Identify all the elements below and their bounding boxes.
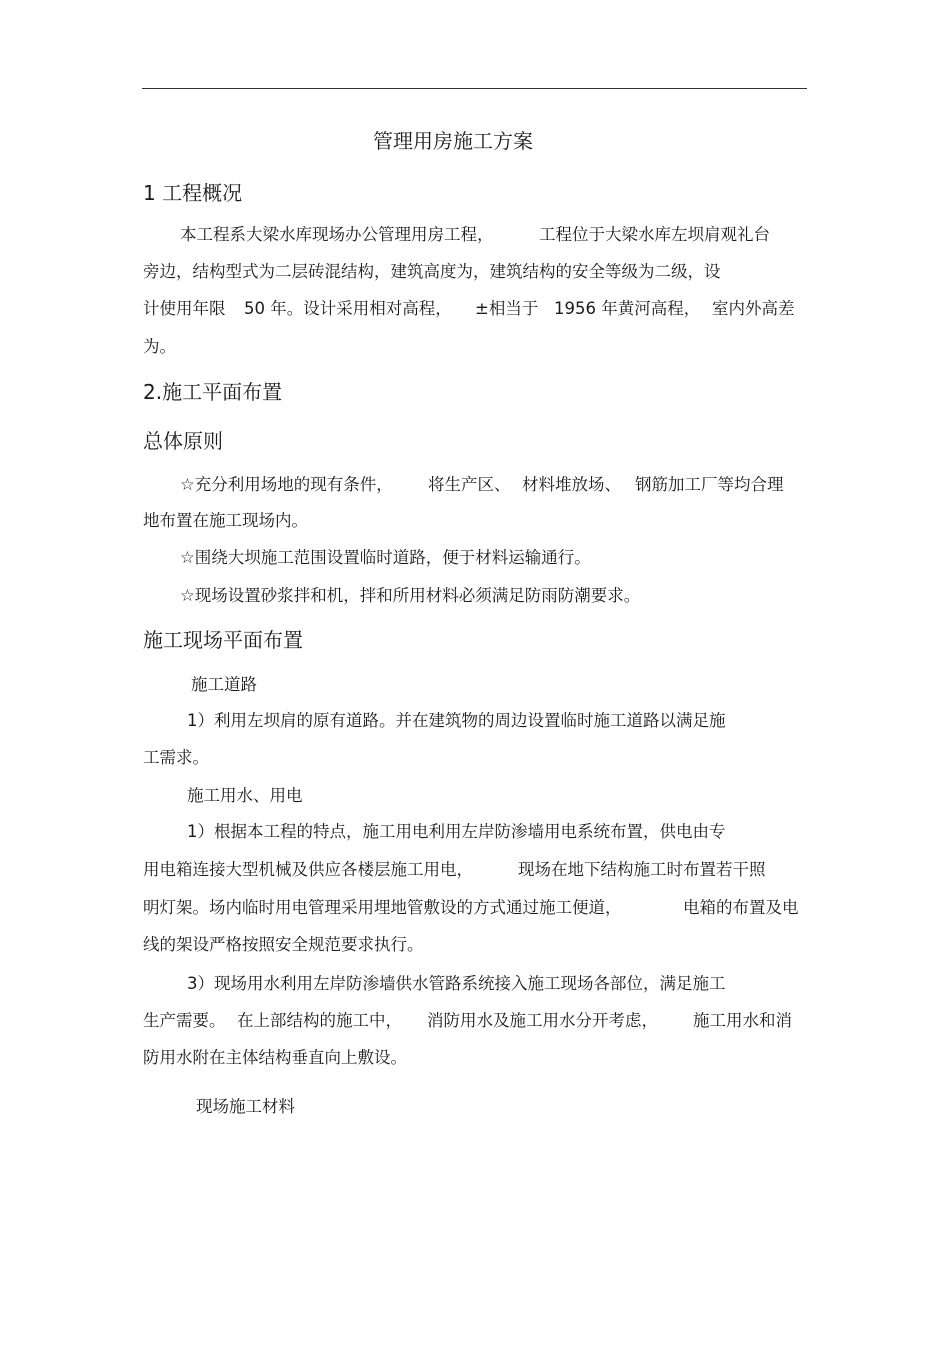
paragraph-line: 在上部结构的施工中， (237, 1011, 402, 1030)
subsection-heading: 施工现场平面布置 (143, 628, 303, 652)
paragraph-line: 为。 (143, 337, 176, 356)
paragraph-line: 3）现场用水利用左岸防渗墙供水管路系统接入施工现场各部位，满足施工 (187, 974, 726, 993)
item-label: 现场施工材料 (196, 1097, 295, 1116)
paragraph-line: 工需求。 (143, 748, 209, 767)
paragraph-line: 1）利用左坝肩的原有道路。并在建筑物的周边设置临时施工道路以满足施 (187, 711, 726, 730)
paragraph-line: 用电箱连接大型机械及供应各楼层施工用电， (143, 860, 473, 879)
paragraph-line: 旁边，结构型式为二层砖混结构，建筑高度为，建筑结构的安全等级为二级，设 (143, 262, 721, 281)
paragraph-line: 防用水附在主体结构垂直向上敷设。 (143, 1048, 407, 1067)
bullet-line: ☆现场设置砂浆拌和机，拌和所用材料必须满足防雨防潮要求。 (180, 586, 641, 605)
bullet-line: 材料堆放场、 (522, 475, 621, 494)
bullet-line: 地布置在施工现场内。 (143, 511, 308, 530)
paragraph-line: 50 年。设计采用相对高程， (244, 299, 452, 318)
paragraph-line: 1956 年黄河高程， (554, 299, 701, 318)
bullet-line: 钢筋加工厂等均合理 (635, 475, 784, 494)
paragraph-line: 明灯架。场内临时用电管理采用埋地管敷设的方式通过施工便道， (143, 898, 622, 917)
paragraph-line: 工程位于大梁水库左坝肩观礼台 (539, 225, 770, 244)
paragraph-line: ±相当于 (475, 299, 539, 318)
document-title: 管理用房施工方案 (373, 129, 533, 153)
paragraph-line: 计使用年限 (143, 299, 226, 318)
section-2-heading: 2.施工平面布置 (143, 380, 283, 404)
paragraph-line: 电箱的布置及电 (683, 898, 799, 917)
paragraph-line: 室内外高差 (712, 299, 795, 318)
section-1-heading: 1 工程概况 (143, 181, 243, 205)
bullet-line: ☆围绕大坝施工范围设置临时道路，便于材料运输通行。 (180, 548, 591, 567)
paragraph-line: 1）根据本工程的特点，施工用电利用左岸防渗墙用电系统布置，供电由专 (187, 822, 726, 841)
paragraph-line: 生产需要。 (143, 1011, 226, 1030)
paragraph-line: 本工程系大梁水库现场办公管理用房工程， (180, 225, 494, 244)
header-rule (142, 88, 807, 89)
paragraph-line: 施工用水和消 (693, 1011, 792, 1030)
item-label: 施工道路 (191, 675, 257, 694)
bullet-line: ☆充分利用场地的现有条件， (180, 475, 393, 494)
bullet-line: 将生产区、 (428, 475, 511, 494)
paragraph-line: 线的架设严格按照安全规范要求执行。 (143, 935, 424, 954)
paragraph-line: 现场在地下结构施工时布置若干照 (518, 860, 766, 879)
paragraph-line: 消防用水及施工用水分开考虑， (427, 1011, 658, 1030)
subsection-heading: 总体原则 (143, 429, 223, 453)
item-label: 施工用水、用电 (187, 786, 303, 805)
